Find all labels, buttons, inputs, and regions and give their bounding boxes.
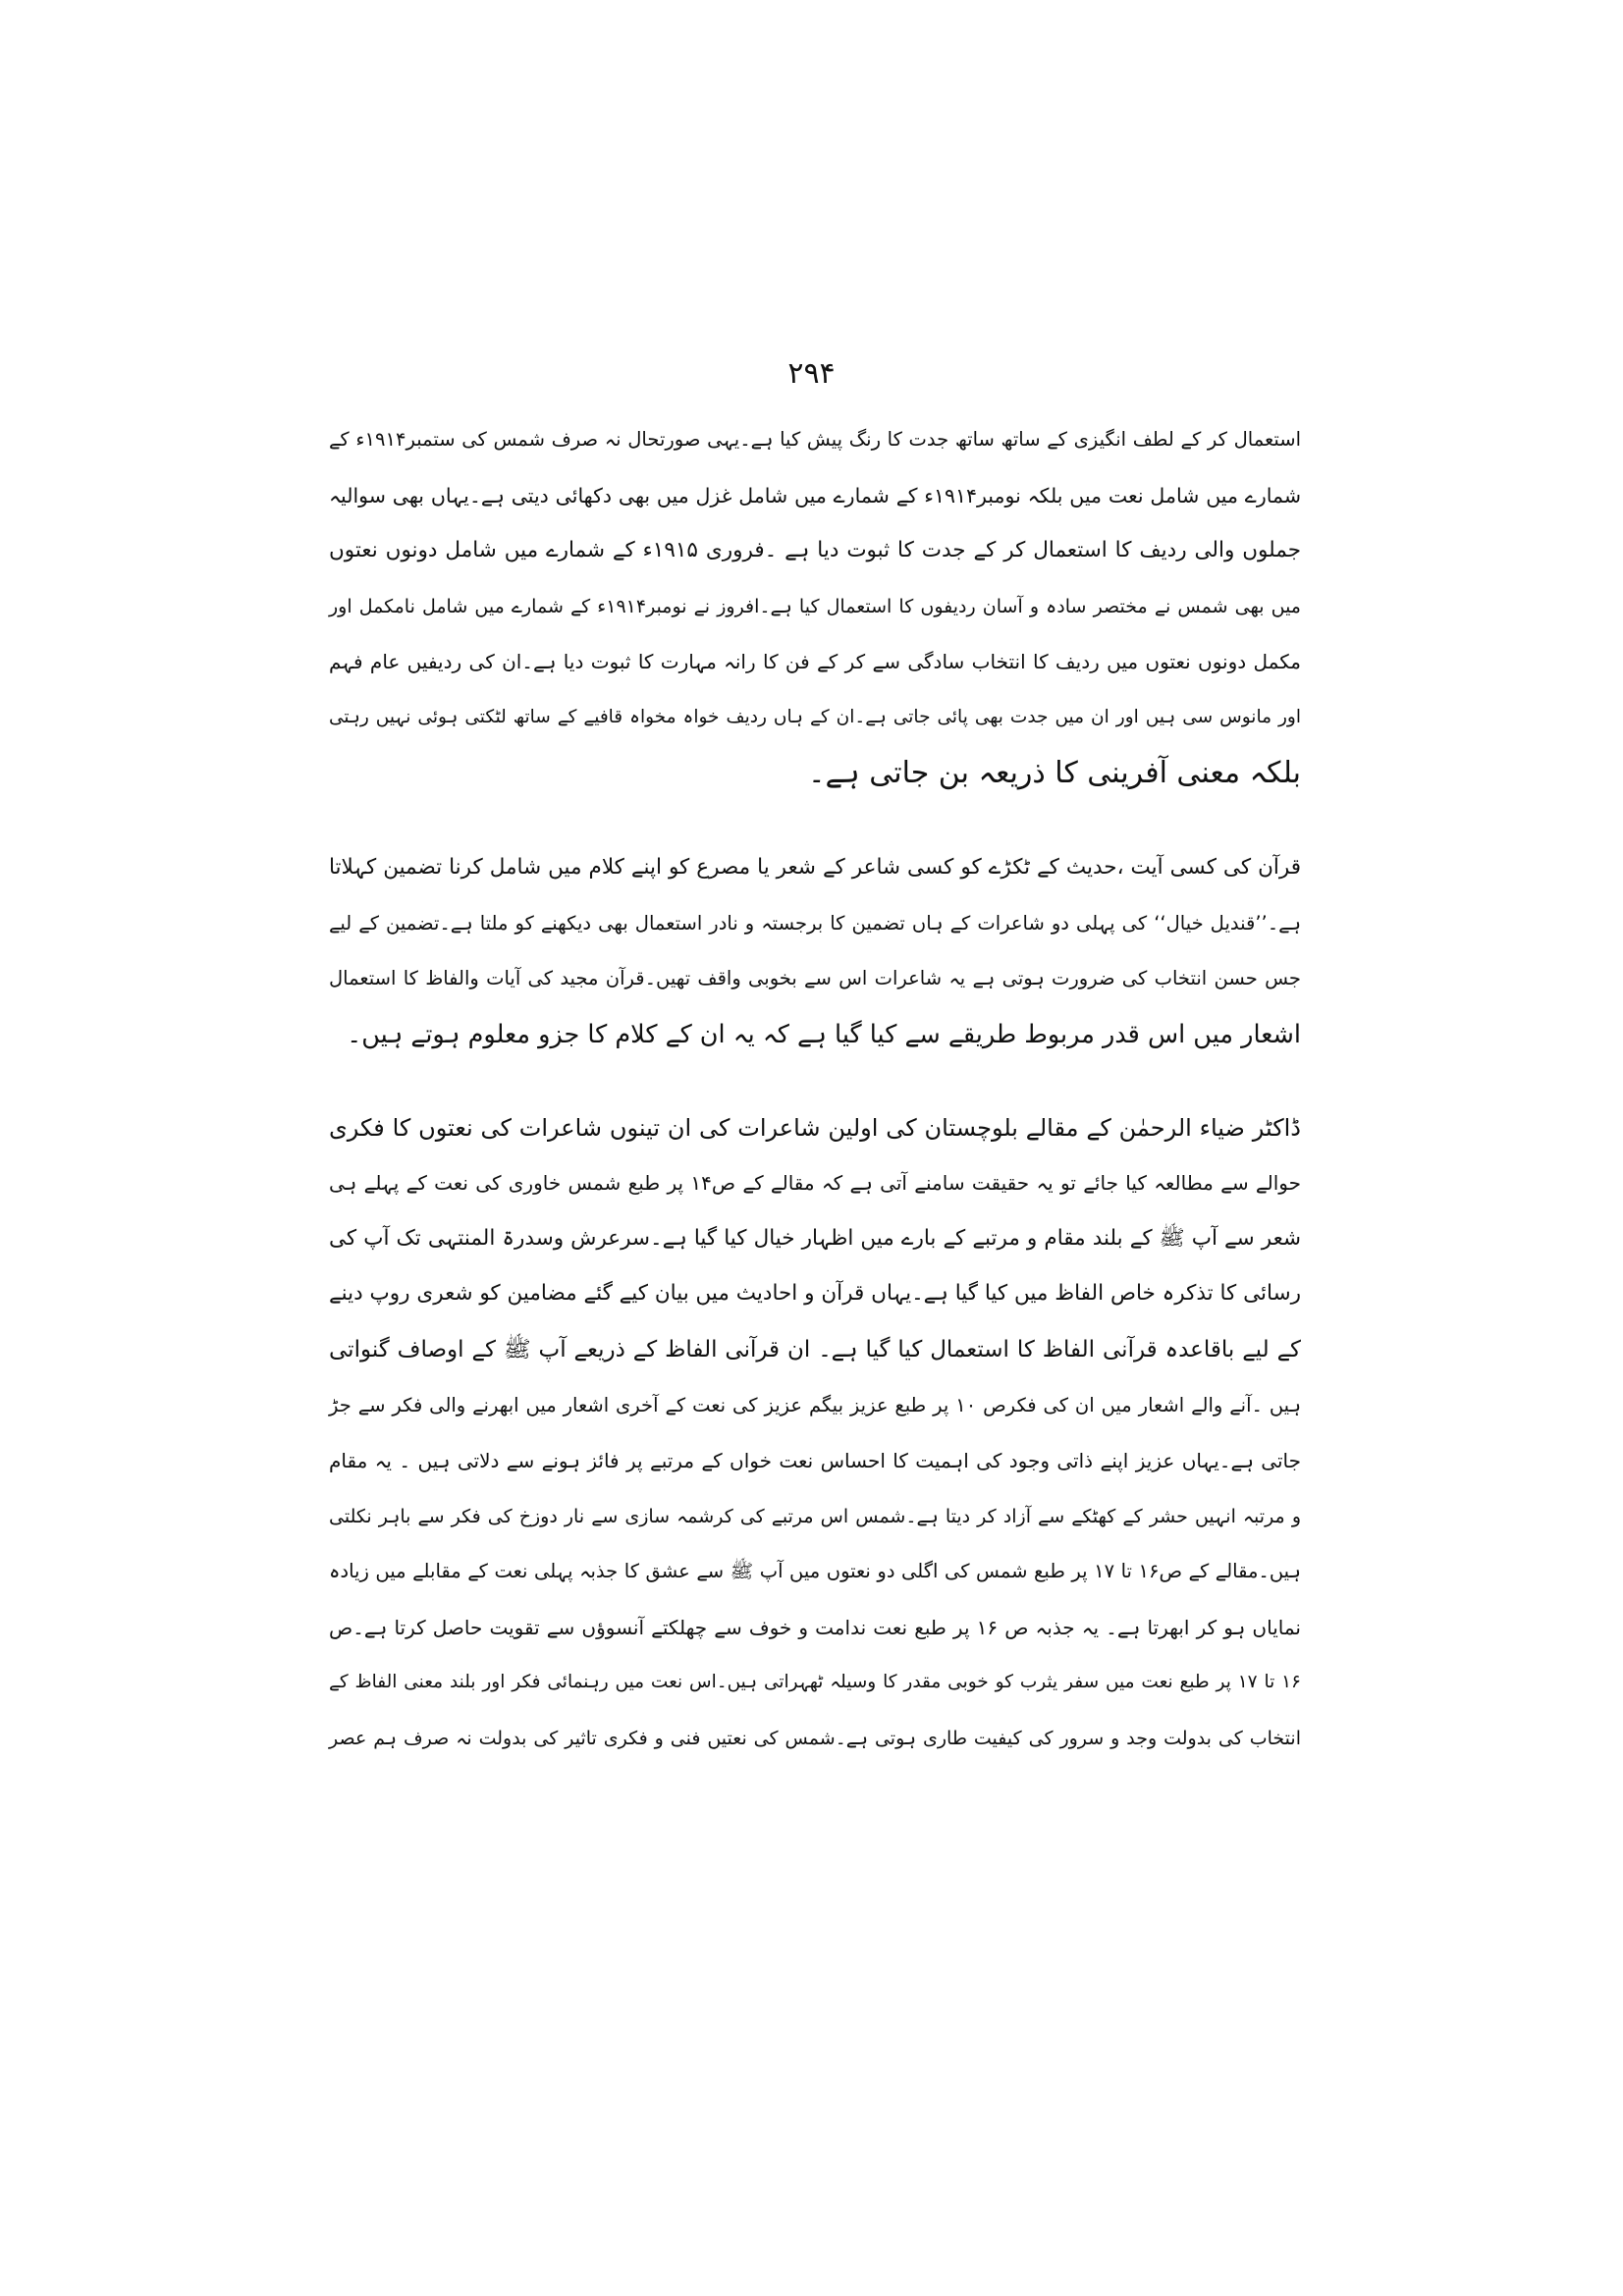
text-line: اور مانوس سی ہیں اور ان میں جدت بھی پائی جاتی ہے۔ان کے ہاں ردیف خواہ مخواہ قافیے کے ساتھ لٹکتی ہوئی نہیں رہتی	[329, 706, 1301, 727]
text-line: استعمال کر کے لطف انگیزی کے ساتھ ساتھ جدت کا رنگ پیش کیا ہے۔یہی صورتحال نہ صرف شمس کی ستمبر۱۹۱۴ء کے	[329, 428, 1302, 451]
text-line: اشعار میں اس قدر مربوط طریقے سے کیا گیا ہے کہ یہ ان کے کلام کا جزو معلوم ہوتے ہیں۔	[347, 1019, 1301, 1049]
text-line: ڈاکٹر ضیاء الرحمٰن کے مقالے بلوچستان کی اولین شاعرات کی ان تینوں شاعرات کی نعتوں کا فکری	[329, 1113, 1301, 1142]
text-line: حوالے سے مطالعہ کیا جائے تو یہ حقیقت سامنے آتی ہے کہ مقالے کے ص۱۴ پر طبع شمس خاوری کی نعت کے پہلے ہی	[329, 1171, 1301, 1196]
text-line: شعر سے آپ ﷺ کے بلند مقام و مرتبے کے بارے میں اظہار خیال کیا گیا ہے۔سرعرش وسدرۃ المنتہی تک آپ کی	[329, 1225, 1301, 1251]
paragraph-3	[329, 1100, 1301, 1767]
text-line: ہے۔’’قندیل خیال‘‘ کی پہلی دو شاعرات کے ہاں تضمین کا برجستہ و نادر استعمال بھی دیکھنے کو ملتا ہے۔تضمین کے لیے	[329, 911, 1301, 934]
text-line: کے لیے باقاعدہ قرآنی الفاظ کا استعمال کیا گیا ہے۔ ان قرآنی الفاظ کے ذریعے آپ ﷺ کے اوصاف گنواتی	[329, 1336, 1301, 1362]
text-line: قرآن کی کسی آیت ،حدیث کے ٹکڑے کو کسی شاعر کے شعر یا مصرع کو اپنے کلام میں شامل کرنا تضمین کہلاتا	[329, 855, 1301, 881]
text-line: میں بھی شمس نے مختصر سادہ و آسان ردیفوں کا استعمال کیا ہے۔افروز نے نومبر۱۹۱۴ء کے شمارے میں شامل نامکمل اور	[329, 595, 1301, 617]
text-line: و مرتبہ انہیں حشر کے کھٹکے سے آزاد کر دیتا ہے۔شمس اس مرتبے کی کرشمہ سازی سے نار دوزخ کی فکر سے باہر نکلتی	[329, 1505, 1301, 1527]
text-line: رسائی کا تذکرہ خاص الفاظ میں کیا گیا ہے۔یہاں قرآن و احادیث میں بیان کیے گئے مضامین کو شعری روپ دینے	[329, 1281, 1301, 1307]
text-line: ہیں ۔آنے والے اشعار میں ان کی فکرص ۱۰ پر طبع عزیز بیگم عزیز کی نعت کے آخری اشعار میں ابھرنے والی فکر سے جڑ	[329, 1393, 1301, 1416]
text-line: نمایاں ہو کر ابھرتا ہے۔ یہ جذبہ ص ۱۶ پر طبع نعت ندامت و خوف سے چھلکتے آنسوؤں سے تقویت حاصل کرتا ہے۔ص	[329, 1615, 1302, 1639]
text-line: ۱۶ تا ۱۷ پر طبع نعت میں سفر یثرب کو خوبی مقدر کا وسیلہ ٹھہراتی ہیں۔اس نعت میں رہنمائی فکر اور بلند معنی الفاظ کے	[329, 1672, 1301, 1693]
paragraph-1	[329, 412, 1301, 801]
text-line: جملوں والی ردیف کا استعمال کر کے جدت کا ثبوت دیا ہے ۔فروری ۱۹۱۵ء کے شمارے میں شامل دونوں نعتوں	[329, 538, 1301, 563]
page-number: ۲۹۴	[787, 356, 836, 391]
text-line: جاتی ہے۔یہاں عزیز اپنے ذاتی وجود کی اہمیت کا احساس نعت خواں کے مرتبے پر فائز ہونے سے دلاتی ہیں ۔ یہ مقام	[329, 1449, 1301, 1473]
text-line: شمارے میں شامل نعت میں بلکہ نومبر۱۹۱۴ء کے شمارے میں شامل غزل میں بھی دکھائی دیتی ہے۔یہاں بھی سوالیہ	[329, 483, 1301, 507]
text-line: انتخاب کی بدولت وجد و سرور کی کیفیت طاری ہوتی ہے۔شمس کی نعتیں فنی و فکری تاثیر کی بدولت نہ صرف ہم عصر	[329, 1728, 1301, 1750]
text-line: جس حسن انتخاب کی ضرورت ہوتی ہے یہ شاعرات اس سے بخوبی واقف تھیں۔قرآن مجید کی آیات والفاظ کا استعمال	[329, 967, 1301, 990]
text-line: ہیں۔مقالے کے ص۱۶ تا ۱۷ پر طبع شمس کی اگلی دو نعتوں میں آپ ﷺ سے عشق کا جذبہ پہلی نعت کے مقابلے میں زیادہ	[329, 1560, 1301, 1583]
body-text	[329, 412, 1301, 1767]
text-line: مکمل دونوں نعتوں میں ردیف کا انتخاب سادگی سے کر کے فن کا رانہ مہارت کا ثبوت دیا ہے۔ان کی ردیفیں عام فہم	[329, 650, 1301, 674]
paragraph-2	[329, 840, 1301, 1062]
text-line: بلکہ معنی آفرینی کا ذریعہ بن جاتی ہے۔	[807, 755, 1301, 790]
